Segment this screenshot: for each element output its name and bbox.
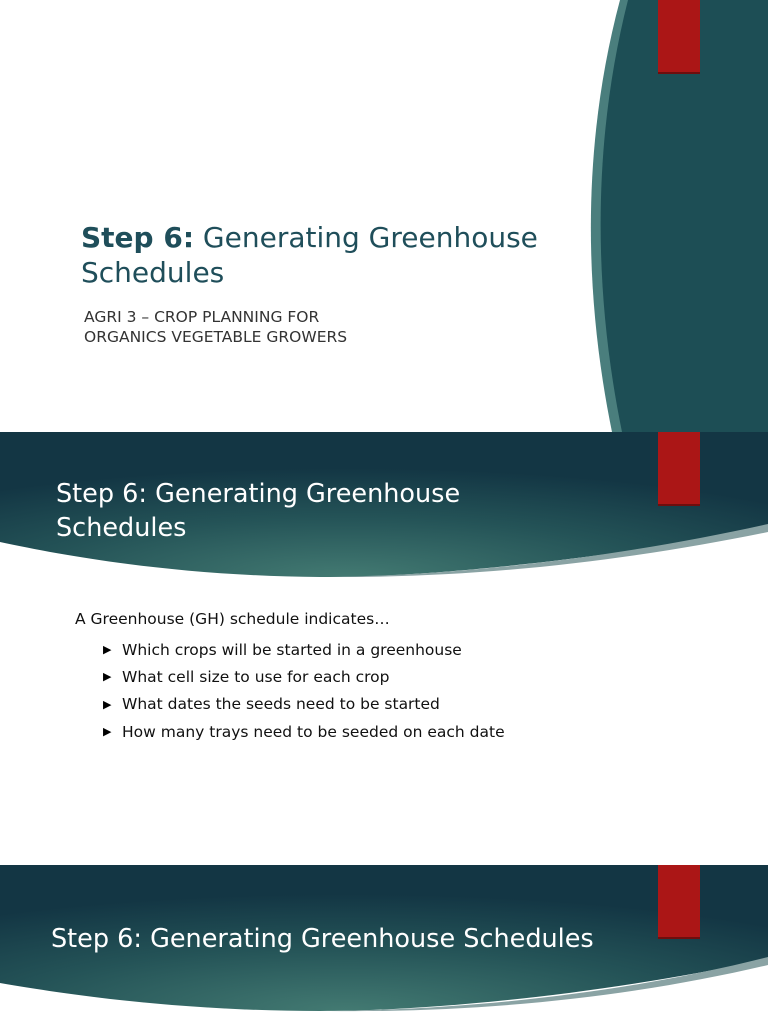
triangle-right-icon: ▶: [103, 670, 112, 684]
triangle-right-icon: ▶: [103, 697, 112, 711]
slide-subtitle: [84, 308, 504, 347]
triangle-right-icon: ▶: [103, 725, 112, 739]
subtitle-line-2: ORGANICS VEGETABLE GROWERS: [84, 327, 348, 346]
content-slide: [0, 432, 768, 865]
red-tab-shape: [658, 0, 700, 72]
red-tab-shape: [658, 432, 700, 504]
section-slide: [0, 865, 768, 1024]
slide-title-rest: Generating Greenhouse Schedules: [81, 221, 538, 289]
list-item: ▶ What dates the seeds need to be started: [103, 695, 440, 714]
bullet-list: [103, 636, 505, 745]
list-item: ▶ What cell size to use for each crop: [103, 667, 390, 686]
slide-title: Step 6: Generating Greenhouse Schedules: [56, 479, 461, 543]
slide-title: [81, 220, 561, 290]
intro-text: A Greenhouse (GH) schedule indicates…: [75, 610, 390, 628]
slide-title: Step 6: Generating Greenhouse Schedules: [51, 924, 594, 954]
title-slide: [0, 0, 768, 432]
title-slide-background: [0, 0, 768, 432]
subtitle-line-1: AGRI 3 – CROP PLANNING FOR: [84, 308, 320, 326]
list-item: ▶ How many trays need to be seeded on each date: [103, 722, 505, 741]
triangle-right-icon: ▶: [103, 643, 112, 657]
list-item: ▶ Which crops will be started in a greenhouse: [103, 640, 462, 659]
slide-title-bold: Step 6:: [81, 221, 195, 254]
